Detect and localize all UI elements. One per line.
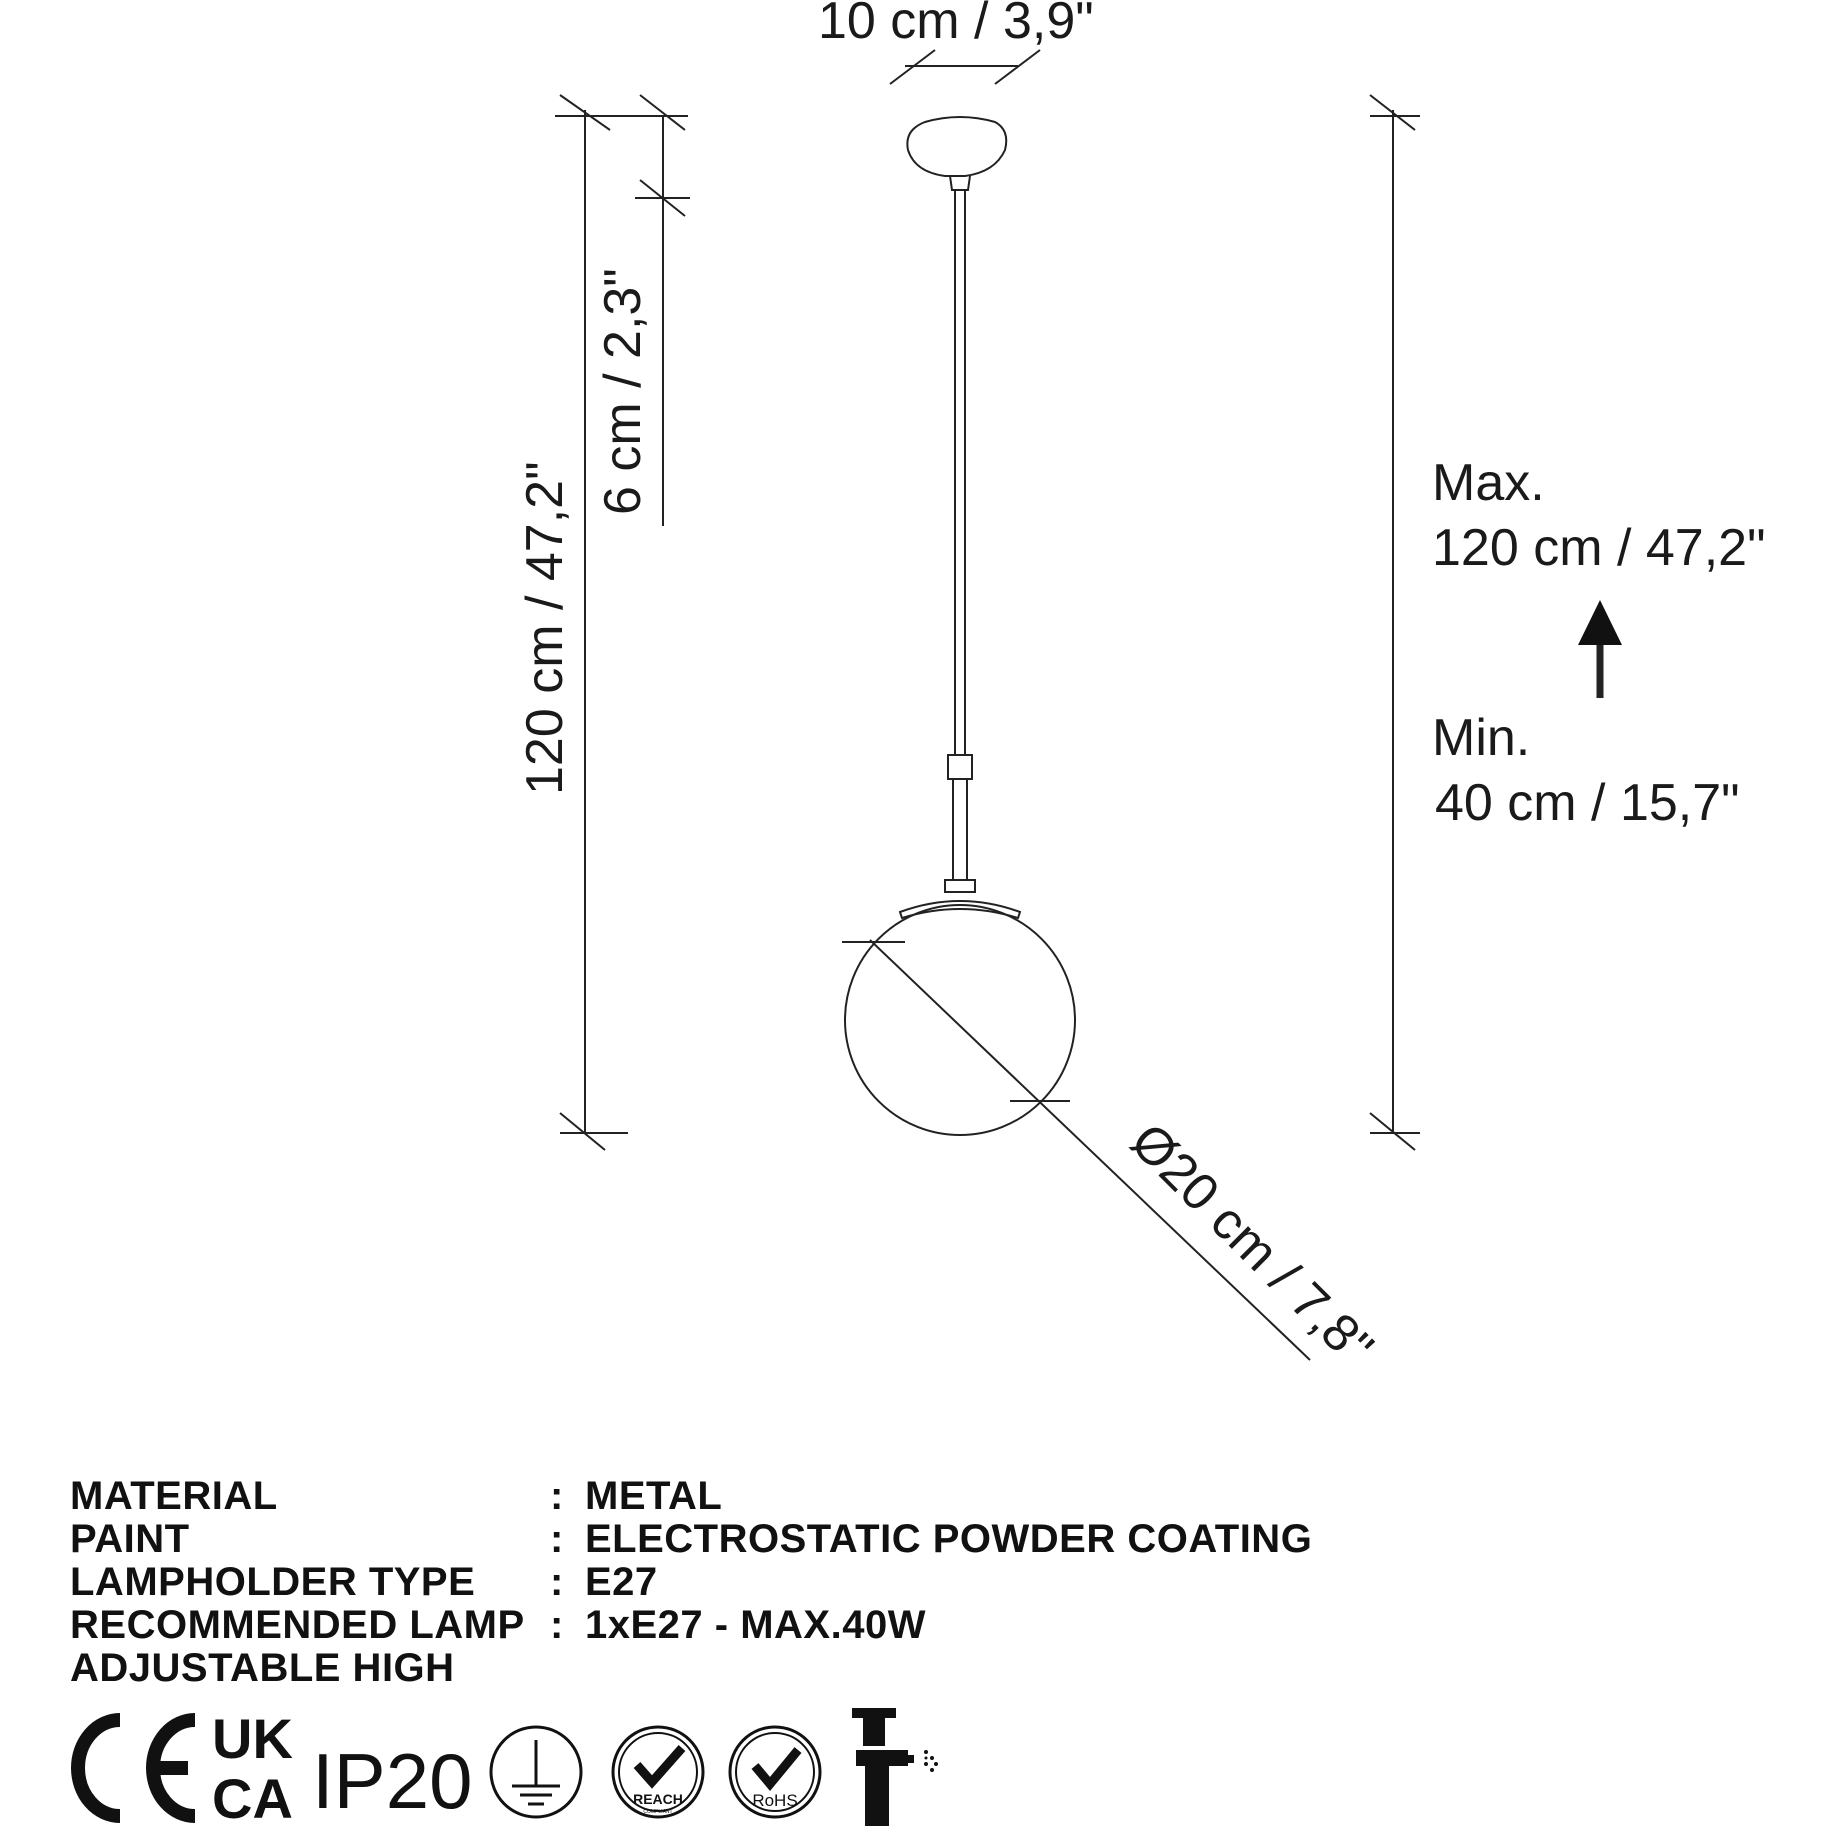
spec-colon: : (550, 1560, 564, 1604)
spec-label: RECOMMENDED LAMP (70, 1603, 525, 1647)
ce-mark-icon (78, 1720, 195, 1816)
spec-colon: : (550, 1603, 564, 1647)
svg-text:UK: UK (212, 1707, 293, 1770)
canopy-height-label: 6 cm / 2,3" (594, 268, 652, 515)
canopy-width-label: 10 cm / 3,9" (818, 0, 1094, 50)
max-value: 120 cm / 47,2" (1432, 519, 1766, 577)
ip-rating: IP20 (312, 1737, 473, 1825)
svg-text:CE: CE (60, 1700, 62, 1701)
arrow-up-icon (1578, 600, 1622, 645)
rohs-check-icon (730, 1727, 820, 1817)
spec-label: MATERIAL (70, 1474, 278, 1518)
spec-value: E27 (585, 1560, 658, 1604)
min-value: 40 cm / 15,7" (1435, 774, 1740, 832)
globe-cap (900, 901, 1020, 918)
certification-bar (60, 1700, 960, 1833)
spec-label: LAMPHOLDER TYPE (70, 1560, 476, 1604)
spec-row-recommended-lamp (70, 1604, 1312, 1647)
ukca-mark-icon (212, 1707, 293, 1830)
spec-value: METAL (585, 1474, 723, 1518)
spec-row-material (70, 1475, 1312, 1518)
cord-adjuster (948, 755, 972, 779)
spec-label: PAINT (70, 1517, 190, 1561)
spec-value: 1xE27 - MAX.40W (585, 1603, 926, 1647)
reach-check-icon (613, 1727, 703, 1817)
spec-value: ELECTROSTATIC POWDER COATING (585, 1517, 1313, 1561)
min-label: Min. (1432, 709, 1531, 767)
spec-label: ADJUSTABLE HIGH (70, 1646, 455, 1690)
spec-row-paint (70, 1518, 1312, 1561)
ground-symbol-icon (491, 1727, 581, 1817)
svg-text:RoHS: RoHS (752, 1791, 798, 1810)
svg-text:COMPLIANT: COMPLIANT (643, 1809, 673, 1815)
specs-table (70, 1475, 1312, 1690)
spec-colon: : (550, 1474, 564, 1518)
canopy-shape (907, 117, 1006, 176)
spec-row-adjustable (70, 1647, 1312, 1690)
spec-colon: : (550, 1517, 564, 1561)
spray-gun-icon (852, 1708, 938, 1826)
svg-text:REACH: REACH (633, 1791, 683, 1807)
globe-diameter-dimension-line (870, 940, 1310, 1360)
globe-diameter-label: Ø20 cm / 7,8" (1119, 1112, 1385, 1378)
spec-row-lampholder (70, 1561, 1312, 1604)
svg-text:CA: CA (212, 1767, 293, 1830)
max-label: Max. (1432, 454, 1545, 512)
total-height-label: 120 cm / 47,2" (516, 461, 574, 795)
